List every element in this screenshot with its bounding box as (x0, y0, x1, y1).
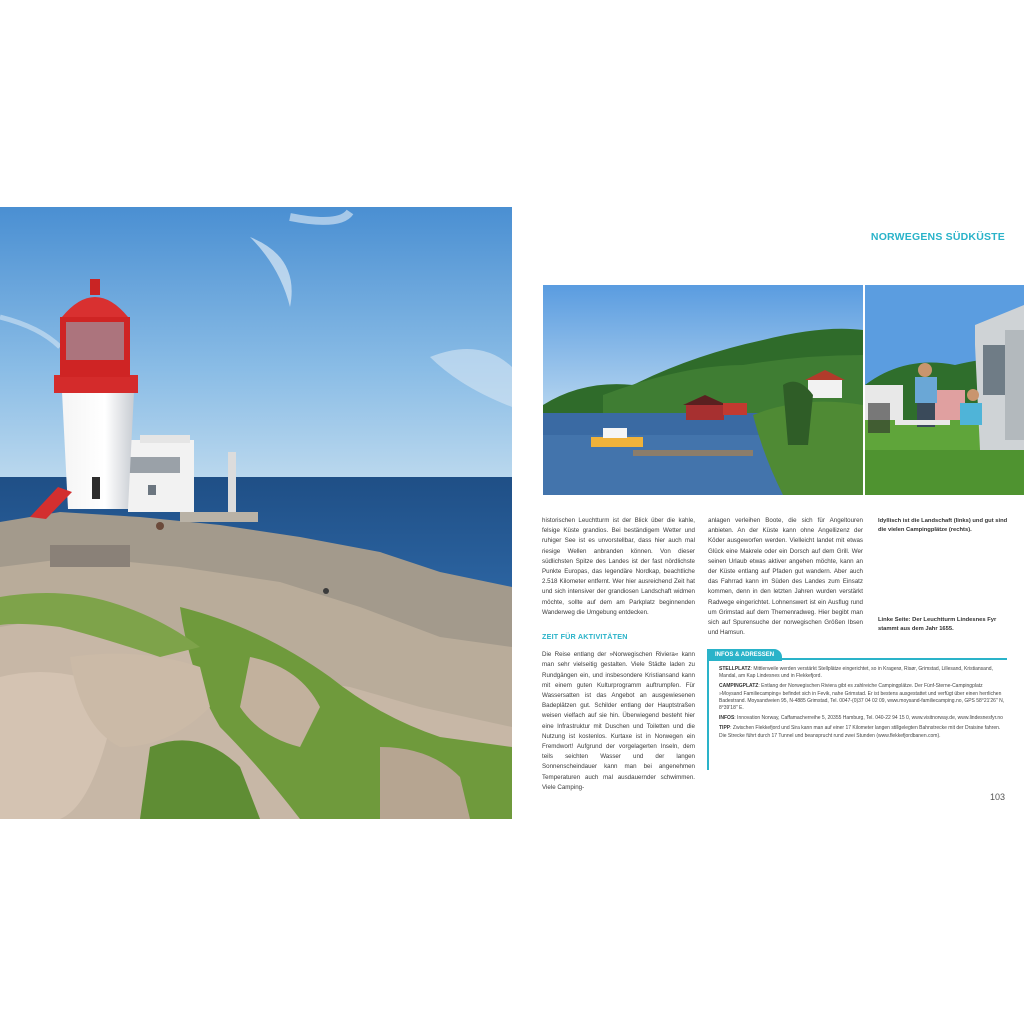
info-entry-stellplatz (719, 666, 1005, 680)
right-page (512, 207, 1024, 819)
info-label: TIPP (719, 725, 731, 732)
info-box-divider (707, 658, 1007, 660)
info-box (707, 649, 1007, 769)
info-box-border (707, 658, 709, 770)
info-entry-tipp (719, 725, 1005, 739)
paragraph: historischen Leuchtturm ist der Blick über die kahle, felsige Küste grandios. Bei beständigem Wetter und ruhiger See ist es unvorstellbar, dass hier auch mal riesige Wellen anbranden können. Von dieser südlichsten Spitze des Landes ist der fast nördlichste Punkte Europas, das legendäre Nordkap, beachtliche 2.518 Kilometer entfernt. Wer hier ausreichend Zeit hat und sich intensiver der grandiosen Landschaft widmen möchte, sollte auf dem am Parkplatz beginnenden Wanderweg die Umgebung entdecken. (542, 517, 695, 616)
info-entry-infos (719, 715, 1005, 722)
info-box-tab: INFOS & ADRESSEN (707, 649, 782, 661)
photo-caption: Idyllisch ist die Landschaft (links) und gut sind die vielen Campingplätze (rechts). (878, 518, 1008, 533)
info-label: STELLPLATZ (719, 666, 751, 672)
page-number: 103 (989, 792, 1005, 802)
paragraph: Die Reise entlang der »Norwegischen Riviera« kann man sehr vielseitig gestalten. Viele Städte laden zu Rundgängen ein, und insbesondere Kristiansand kann mit einem guten Kulturprogramm auftrumpfen. Für Wassersatten ist das Angebot an ausgewiesenen Badeplätzen gut. Schilder entlang der Hauptstraßen weisen vielfach auf sie hin. Überwiegend besteht hier eine Infrastruktur mit Duschen und Toiletten und die Nutzung ist kostenlos. Kurtaxe ist in Norwegen ein Fremdwort! Aufgrund der vorgelagerten Inseln, dem teils seichten Wasser und der langen Sonnenscheindauer kann man bei angenehmen Temperaturen auch mal ausdauernder schwimmen. Viele Camping- (542, 651, 695, 791)
lighthouse-photo (0, 207, 512, 819)
book-spread (0, 207, 1024, 819)
info-text: : Innovation Norway, Caffamacherreihe 5, 20355 Hamburg, Tel. 040-22 94 15 0, www.visitnorway.de, www.lindesnesfyr.no (734, 715, 1003, 722)
info-text: : Zwischen Flekkefjord und Sira kann man auf einer 17 Kilometer langen stillgelegten Bahnstrecke mit der Draisine fahren. Die Strecke führt durch 17 Tunnel und beansprucht rund zwei Stunden (www.flekkefjordbanen.com). (719, 725, 1001, 739)
info-text: : Entlang der Norwegischen Riviera gibt es zahlreiche Campingplätze. Der Fünf-Sterne-Campingplatz »Moysand Familiecamping« befindet sich in Fevik, nahe Grimstad. Er ist bestens ausgestattet und verfügt über einen herrlichen Badestrand. Moysandveien 95, N-4885 Grimstad, Tel. 0047-(0)37 04 02 09, www.moysand-familiecamping.no, GPS 58°21'26" N, 8°39'18" E. (719, 683, 1005, 712)
info-label: CAMPINGPLATZ (719, 683, 759, 690)
camping-photo (865, 285, 1024, 495)
subheading: ZEIT FÜR AKTIVITÄTEN (542, 632, 628, 642)
section-title: NORWEGENS SÜDKÜSTE (870, 231, 1005, 243)
info-entry-campingplatz (719, 683, 1005, 712)
harbor-photo (543, 285, 863, 495)
paragraph: anlagen verleihen Boote, die sich für Angeltouren anbieten. An der Küste kann ohne Angellizenz der Köder ausgeworfen werden. Vielleicht landet mit etwas Glück eine Makrele oder ein Dorsch auf dem Grill. Wer seinen Urlaub etwas aktiver angehen möchte, kann an der Küste entlang auf Pfaden gut wandern. Aber auch das Fahrrad kann im Süden des Landes zum Einsatz kommen, denn in den letzten Jahren wurden verstärkt Radwege eingerichtet. Lohnenswert ist ein Ausflug rund um Grimstad auf dem Themenradweg. Hier begibt man sich auf Spurensuche der norwegischen Größen Ibsen und Hamsun. (708, 517, 863, 637)
info-text: : Mittlerweile werden verstärkt Stellplätze eingerichtet, so in Kragerø, Risør, Grimstad, Lillesand, Kristiansand, Mandal, am Kap Lindesnes und in Flekkefjord. (719, 666, 993, 680)
photo-caption-left-page: Linke Seite: Der Leuchtturm Lindesnes Fyr stammt aus dem Jahr 1655. (878, 617, 997, 632)
text-column-2 (708, 516, 863, 638)
text-column-1 (542, 516, 695, 793)
info-label: INFOS (719, 715, 735, 722)
info-box-body (719, 666, 1005, 743)
